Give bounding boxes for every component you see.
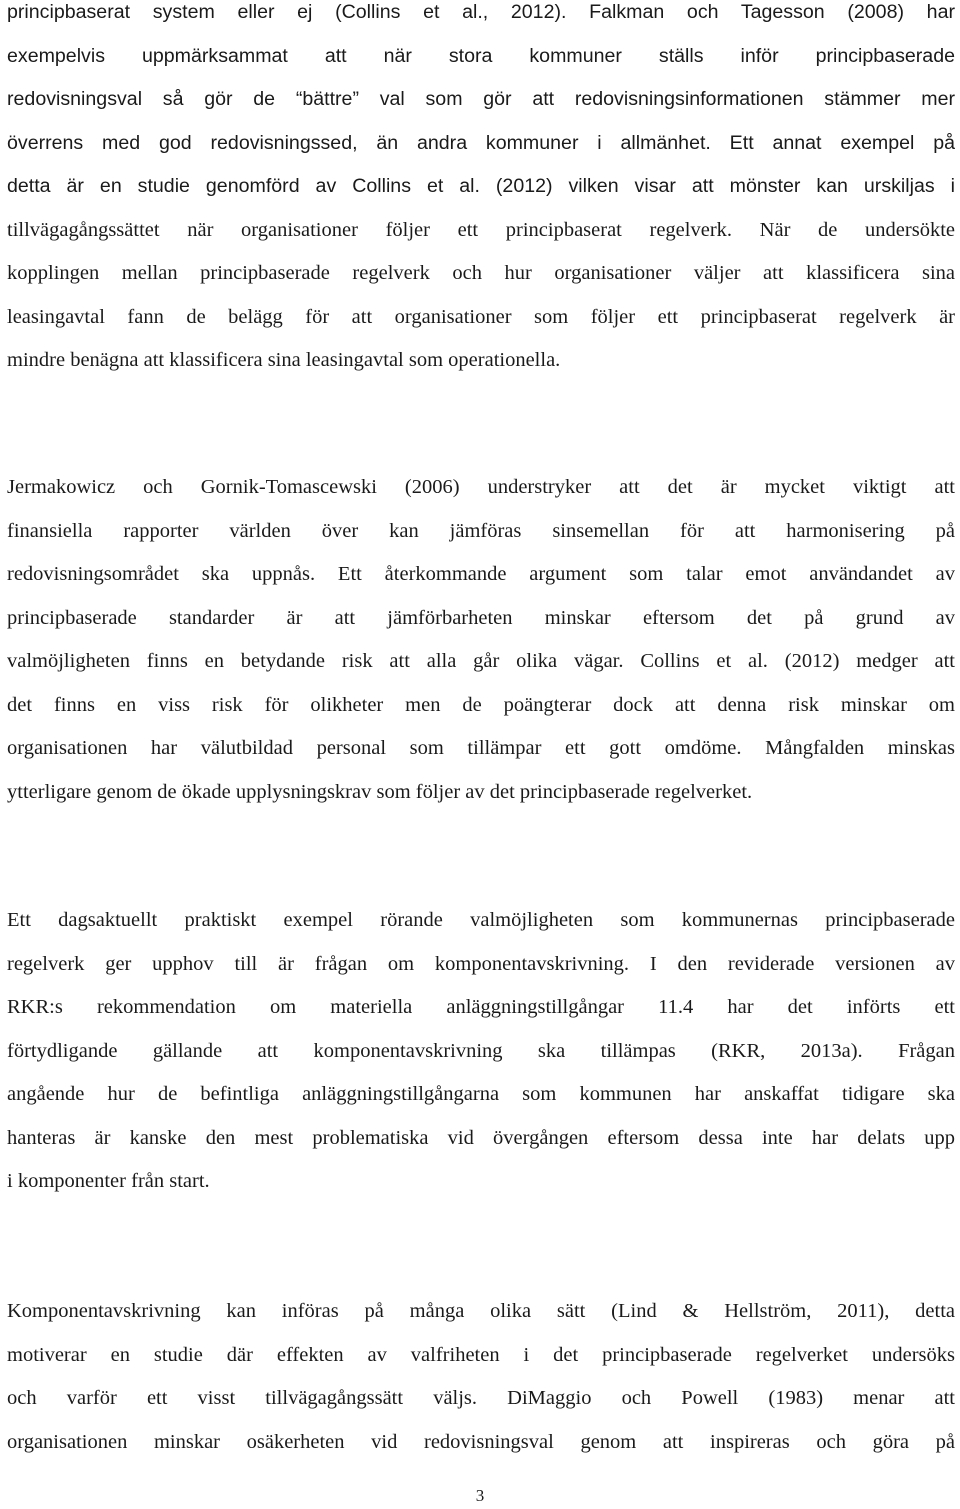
text-line: organisationen minskar osäkerheten vid redovisningsval genom att inspireras och göra på: [7, 1430, 955, 1453]
text-line: Komponentavskrivning kan införas på många olika sätt (Lind & Hellström, 2011), detta: [7, 1300, 955, 1322]
text-line: leasingavtal fann de belägg för att organisationer som följer ett principbaserat regelverk är: [7, 305, 955, 328]
paragraph-3: [7, 905, 955, 1210]
text-line: finansiella rapporter världen över kan jämföras sinsemellan för att harmonisering på: [7, 519, 955, 542]
text-line: exempelvis uppmärksammat att när stora kommuner ställs inför principbaserade: [7, 44, 955, 67]
text-line: redovisningsval så gör de “bättre” val som gör att redovisningsinformationen stämmer mer: [7, 88, 955, 110]
text-line: överrens med god redovisningssed, än andra kommuner i allmänhet. Ett annat exempel på: [7, 131, 955, 154]
text-line: principbaserade standarder är att jämförbarheten minskar eftersom det på grund av: [7, 606, 955, 629]
text-line: Ett dagsaktuellt praktiskt exempel rörande valmöjligheten som kommunernas principbaserade: [7, 909, 955, 931]
paragraph-4: [7, 1296, 955, 1470]
text-line: detta är en studie genomförd av Collins et al. (2012) vilken visar att mönster kan urskiljas i: [7, 175, 955, 197]
text-line: valmöjligheten finns en betydande risk att alla går olika vägar. Collins et al. (2012) medger att: [7, 650, 955, 672]
text-line: redovisningsområdet ska uppnås. Ett återkommande argument som talar emot användandet av: [7, 563, 955, 585]
text-line: hanteras är kanske den mest problematiska vid övergången eftersom dessa inte har delats upp: [7, 1126, 955, 1149]
text-line: förtydligande gällande att komponentavskrivning ska tillämpas (RKR, 2013a). Frågan: [7, 1039, 955, 1062]
paragraph-1: [7, 0, 955, 389]
text-line: motiverar en studie där effekten av valfriheten i det principbaserade regelverket undersöks: [7, 1343, 955, 1366]
text-line: organisationen har välutbildad personal som tillämpar ett gott omdöme. Mångfalden minskas: [7, 737, 955, 759]
page-number: 3: [475, 1486, 485, 1505]
text-line: mindre benägna att klassificera sina leasingavtal som operationella.: [7, 349, 561, 371]
text-line: det finns en viss risk för olikheter men de poängterar dock att denna risk minskar om: [7, 693, 955, 716]
text-line: angående hur de befintliga anläggningstillgångarna som kommunen har anskaffat tidigare ska: [7, 1083, 955, 1105]
text-line: och varför ett visst tillvägagångssätt väljs. DiMaggio och Powell (1983) menar att: [7, 1387, 955, 1409]
text-line: principbaserat system eller ej (Collins et al., 2012). Falkman och Tagesson (2008) har: [7, 1, 955, 23]
text-line: Jermakowicz och Gornik-Tomascewski (2006) understryker att det är mycket viktigt att: [7, 476, 955, 498]
paragraph-2: [7, 472, 955, 820]
text-line: RKR:s rekommendation om materiella anläggningstillgångar 11.4 har det införts ett: [7, 996, 955, 1018]
text-line: regelverk ger upphov till är frågan om komponentavskrivning. I den reviderade versionen av: [7, 952, 955, 975]
text-line: kopplingen mellan principbaserade regelverk och hur organisationer väljer att klassificera sina: [7, 262, 955, 284]
text-line: ytterligare genom de ökade upplysningskrav som följer av det principbaserade regelverket.: [7, 780, 753, 803]
text-line: tillvägagångssättet när organisationer följer ett principbaserat regelverk. När de undersökte: [7, 218, 955, 241]
text-line: i komponenter från start.: [7, 1170, 210, 1192]
